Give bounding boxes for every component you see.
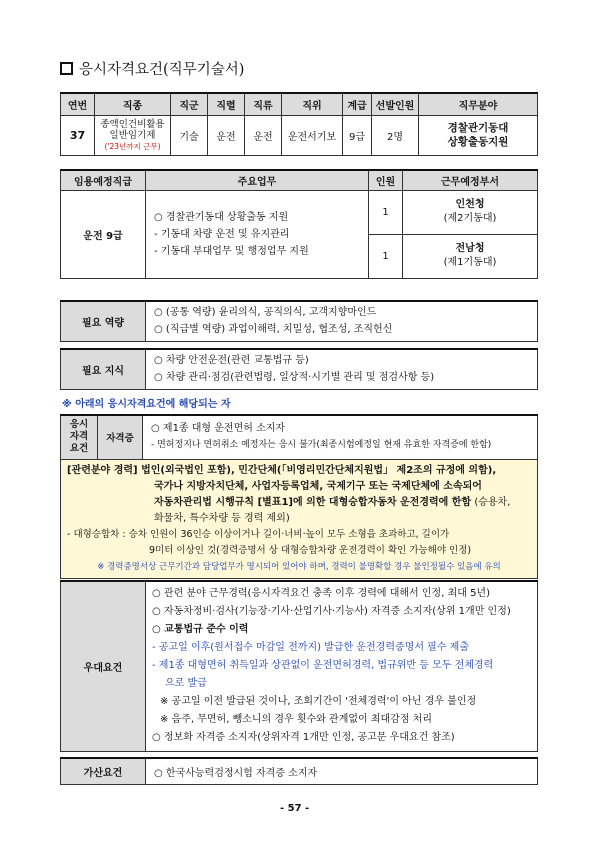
cell-count: 1 [369, 190, 403, 234]
preference-line: ○ 교통법규 준수 이력 [152, 624, 249, 636]
preference-content [146, 581, 538, 751]
cell-no: 37 [61, 115, 95, 155]
competency-line: ○ (직급별 역량) 과업이해력, 치밀성, 협조성, 조직헌신 [154, 324, 393, 336]
label-line: 요건 [69, 443, 89, 455]
preference-line: ○ 관련 분야 근무경력(응시자격요건 충족 이후 경력에 대해서 인정, 최대 5년) [152, 588, 490, 600]
position-table [60, 92, 538, 156]
experience-tail: (승용차, [471, 496, 511, 508]
bonus-content: ○ 한국사능력검정시험 자격증 소지자 [146, 758, 538, 784]
preference-line: - 제1종 대형면허 취득일과 상관없이 운전면허경력, 법규위반 등 모두 전체경력 [152, 660, 494, 672]
experience-line [67, 495, 531, 511]
preference-line: ○ 자동차정비·검사(기능장·기사·산업기사·기능사) 자격증 소지자(상위 1개만 인정) [152, 606, 511, 618]
competency-line: ○ (공통 역량) 윤리의식, 공직의식, 고객지향마인드 [154, 307, 377, 319]
eligibility-label [61, 415, 98, 459]
col-header: 선발인원 [372, 93, 419, 115]
col-header: 직군 [171, 93, 208, 115]
experience-text: 자동차관리법 시행규칙 [별표1]에 의한 대형승합자동차 운전경력에 한함 [154, 496, 472, 508]
label-line: 자격 [69, 431, 89, 443]
col-header: 주요업무 [146, 170, 369, 190]
dept-sub: (제1기동대) [443, 257, 497, 268]
dept-name: 전남청 [455, 243, 485, 254]
preference-line: ※ 공고일 이전 발급된 것이나, 조회기간이 '전체경력'이 아닌 경우 불인정 [160, 696, 477, 708]
bonus-label: 가산요건 [61, 758, 146, 784]
preference-line: 으로 발급 [165, 678, 207, 690]
experience-line: 국가나 지방자치단체, 사업자등록업체, 국제기구 또는 국제단체에 소속되어 [154, 480, 482, 492]
col-header: 계급 [343, 93, 372, 115]
col-header: 임용예정직급 [61, 170, 146, 190]
knowledge-content [146, 349, 538, 389]
jobtype-line: 일반임기제 [109, 129, 156, 141]
knowledge-line: ○ 차량 안전운전(관련 교통법규 등) [154, 355, 309, 367]
cell-dept [403, 234, 538, 278]
duty-line: - 기동대 부대업무 및 행정업무 지원 [154, 245, 309, 257]
jobtype-note: ('23년까지 근무) [104, 141, 161, 151]
col-header: 직류 [245, 93, 282, 115]
cell-jobtype [95, 115, 171, 155]
competency-table [60, 300, 538, 342]
experience-line: ※ 경력증명서상 근무기간과 담당업무가 명시되어 있어야 하며, 경력이 불명확할 경우 불인정될수 있음에 유의 [97, 561, 501, 572]
knowledge-table [60, 348, 538, 390]
cell-dept [403, 190, 538, 234]
competency-label: 필요 역량 [61, 301, 146, 341]
preference-line: ※ 음주, 무면허, 뺑소니의 경우 횟수와 관계없이 최대감점 처리 [160, 714, 433, 726]
field-line: 경찰관기동대 [447, 122, 509, 134]
cell-field [419, 115, 538, 155]
cell-kind: 운전 [245, 115, 282, 155]
eligibility-table [60, 414, 538, 579]
preference-table [60, 580, 538, 752]
preference-label: 우대요건 [61, 581, 146, 751]
cell-grade: 9급 [343, 115, 372, 155]
col-header: 인원 [369, 170, 403, 190]
knowledge-label: 필요 지식 [61, 349, 146, 389]
document-title: 응시자격요건(직무기술서) [60, 58, 244, 79]
duty-line: - 기동대 차량 운전 및 유지관리 [154, 228, 290, 240]
col-header: 직무분야 [419, 93, 538, 115]
cell-position: 운전서기보 [282, 115, 343, 155]
license-label: 자격증 [98, 415, 143, 459]
bonus-table [60, 757, 538, 785]
experience-text: 법인(외국법인 포함), 민간단체(「비영리민간단체지원법」 제2조의 규정에 의함), [141, 464, 497, 476]
cell-grade: 운전 9급 [61, 190, 146, 278]
knowledge-line: ○ 차량 관리·점검(관련법령, 일상적·시기별 관리 및 점검사항 등) [154, 372, 435, 384]
cell-duties [146, 190, 369, 278]
license-line: - 면허정지나 면허취소 예정자는 응시 불가(최종시험예정일 현재 유효한 자격증에 한함) [151, 440, 492, 451]
label-line: 응시 [69, 419, 89, 431]
jobtype-line: 종액인건비활용 [100, 118, 165, 130]
col-header: 직렬 [208, 93, 245, 115]
eligibility-note: ※ 아래의 응시자격요건에 해당되는 자 [62, 399, 231, 410]
experience-block [61, 459, 538, 578]
competency-content [146, 301, 538, 341]
dept-sub: (제2기동대) [443, 213, 497, 224]
preference-line: ○ 정보화 자격증 소지자(상위자격 1개만 인정, 공고문 우대요건 참조) [152, 732, 455, 744]
preference-line: - 공고일 이후(원서접수 마감일 전까지) 발급한 운전경력증명서 필수 제출 [152, 642, 469, 654]
duty-line: ○ 경찰관기동대 상황출동 지원 [154, 211, 289, 223]
col-header: 직위 [282, 93, 343, 115]
col-header: 직종 [95, 93, 171, 115]
dept-name: 인천청 [455, 199, 485, 210]
page-number: - 57 - [280, 803, 310, 814]
license-line: ○ 제1종 대형 운전면허 소지자 [151, 423, 286, 435]
experience-line: 화물차, 특수차량 등 경력 제외) [154, 512, 290, 524]
cell-group: 기술 [171, 115, 208, 155]
col-header: 근무예정부서 [403, 170, 538, 190]
experience-line [67, 463, 531, 479]
duty-table [60, 169, 538, 279]
cell-count: 1 [369, 234, 403, 278]
experience-line: 9미터 이상인 것(경력증명서 상 대형승합차량 운전경력이 확인 가능해야 인정) [149, 544, 472, 556]
cell-count: 2명 [372, 115, 419, 155]
field-line: 상황출동지원 [447, 136, 509, 148]
experience-line: - 대형승합차 : 승차 인원이 36인승 이상이거나 길이·너비·높이 모두 소형을 초과하고, 길이가 [67, 528, 450, 540]
checkbox-icon [60, 62, 73, 75]
experience-prefix: [관련분야 경력] [67, 464, 142, 476]
license-content [143, 415, 538, 459]
col-header: 연번 [61, 93, 95, 115]
cell-series: 운전 [208, 115, 245, 155]
